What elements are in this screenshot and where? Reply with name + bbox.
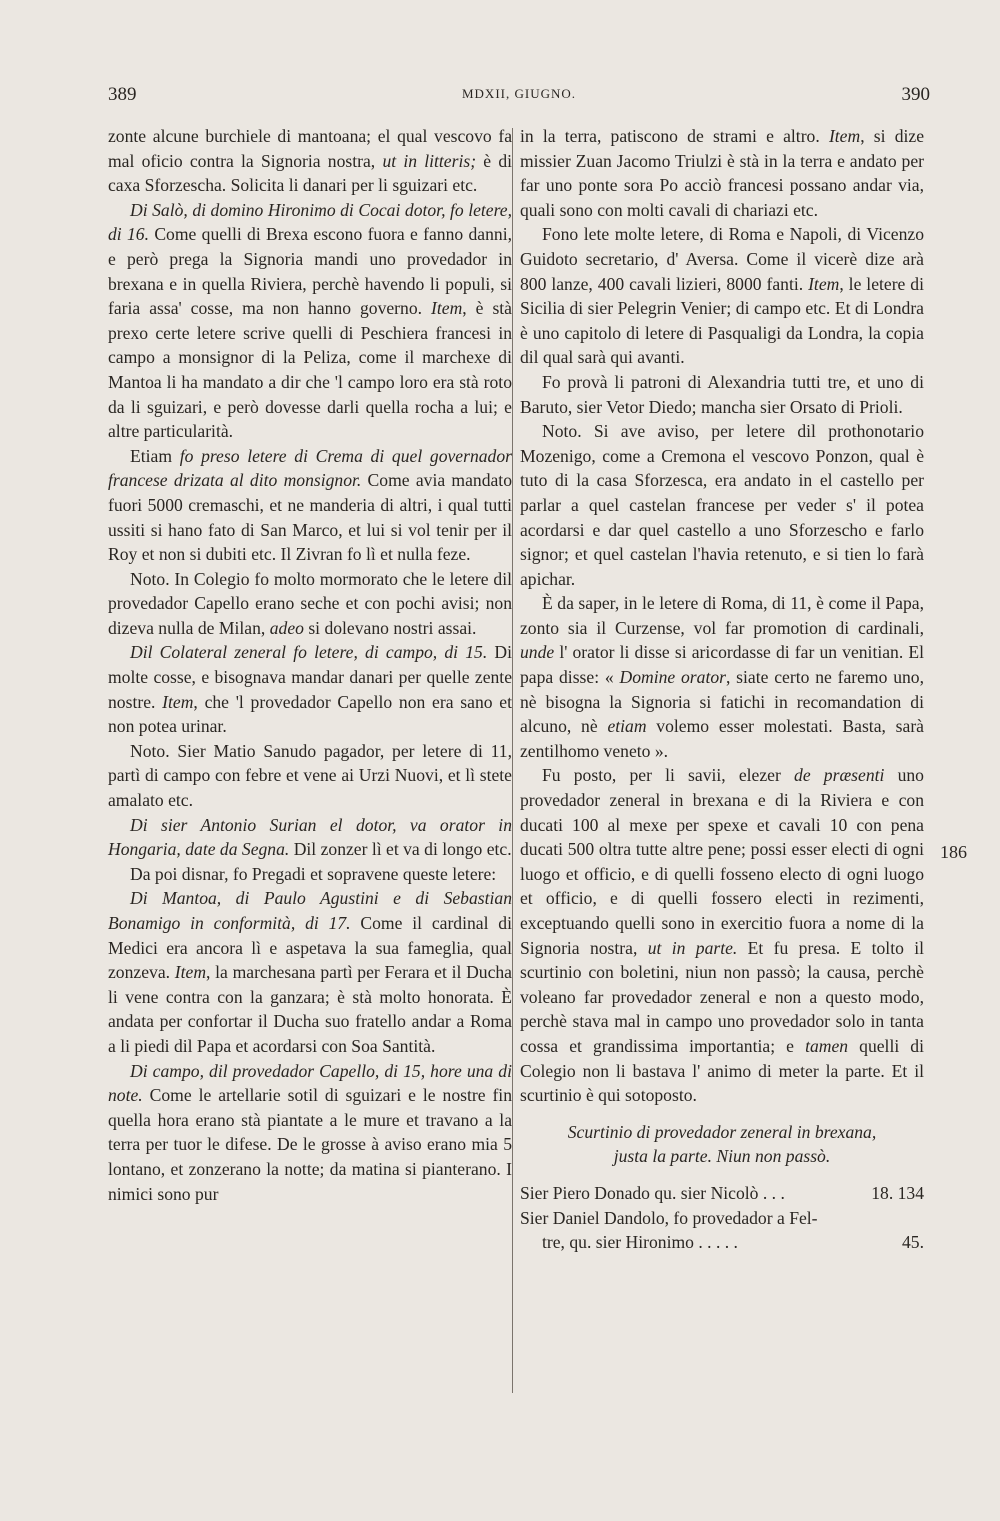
italic-run: Domine orator bbox=[619, 667, 726, 688]
paragraph bbox=[520, 591, 924, 763]
paragraph bbox=[108, 640, 512, 738]
text-run: Fono lete molte letere, di Roma e Napoli, di Vicenzo Guidoto secretario, d' Aversa. Come il vicerè dize arà 800 lanze, 400 cavali lizieri, 8000 fanti. bbox=[520, 224, 924, 294]
right-column bbox=[520, 124, 924, 1255]
italic-run: Item bbox=[431, 298, 463, 319]
paragraph bbox=[108, 567, 512, 641]
right-column-text bbox=[520, 124, 924, 1108]
text-run: è di caxa Sforzescha. Solicita li danari per li sguizari etc. bbox=[108, 150, 513, 196]
text-run: Come il cardinal di Medici era ancora lì e aspetava la sua fameglia, qual zonzeva. bbox=[108, 913, 512, 983]
italic-run: etiam bbox=[607, 716, 647, 737]
scrutiny-heading-line2: justa la parte. Niun non passò. bbox=[613, 1146, 831, 1167]
running-title: MDXII, GIUGNO. bbox=[461, 86, 576, 101]
text-run: si dolevano nostri assai. bbox=[303, 617, 477, 638]
column-divider bbox=[512, 128, 513, 1393]
text-run: quelli di Colegio non li bastava l' animo di meter la parte. Et il scurtinio è qui sotoposto. bbox=[520, 1035, 924, 1106]
running-head bbox=[108, 84, 930, 114]
candidate-votes: 45. bbox=[902, 1232, 924, 1253]
scrutiny-entry bbox=[520, 1181, 924, 1206]
paragraph bbox=[520, 124, 924, 222]
text-run: , le letere di Sicilia di sier Pelegrin Venier; di campo etc. Et di Londra è uno capitolo di letere di Pasqualigi da Londra, la copia dil qual sarà qui avanti. bbox=[520, 273, 924, 368]
text-run: Come le artellarie sotil di sguizari e le nostre fin quella hora erano stà piantate a le mure et travano a la terra per tuor le difese. De le grosse à aviso erano mia 5 lontano, et zonzerano la notte; da matina si pianterano. I nimici sono pur bbox=[108, 1085, 512, 1204]
italic-run: fo preso letere di Crema di quel governador francese drizata al dito monsignor. bbox=[108, 445, 512, 491]
text-run: Da poi disnar, fo Pregadi et sopravene queste letere: bbox=[130, 863, 497, 884]
text-run: Fu posto, per li savii, elezer bbox=[542, 765, 795, 786]
text-run: Et fu presa. E tolto il scurtinio con boletini, niun non passò; la causa, perchè voleano far provedador zeneral e non a questo modo, perchè stava mal in campo uno provedador solo in tanta cossa et grandissima importantia; e bbox=[520, 937, 925, 1056]
scrutiny-heading-line1: Scurtinio di provedador zeneral in brexana, bbox=[567, 1121, 877, 1142]
text-run: l' orator li disse si aricordasse di far un venitian. El papa disse: « bbox=[520, 642, 924, 688]
text-run: zonte alcune burchiele di mantoana; el qual vescovo fa mal oficio contra la Signoria nostra, bbox=[108, 126, 512, 171]
paragraph bbox=[108, 1059, 512, 1207]
left-column bbox=[108, 124, 512, 1206]
italic-run: ut in parte. bbox=[647, 937, 738, 958]
text-run: Fo provà li patroni di Alexandria tutti tre, et uno di Baruto, sier Vetor Diedo; mancha sier Orsato di Prioli. bbox=[520, 371, 924, 417]
text-run: Di molte cosse, e bisognava mandar danari per quelle zente nostre. bbox=[108, 642, 512, 712]
scrutiny-entry bbox=[520, 1206, 924, 1255]
paragraph bbox=[108, 444, 512, 567]
paragraph bbox=[520, 222, 924, 370]
italic-run: Di sier Antonio Surian el dotor, va orator in Hongaria, date da Segna. bbox=[108, 814, 512, 860]
text-run: in la terra, patiscono de strami e altro. bbox=[520, 126, 829, 146]
italic-run: Item bbox=[162, 691, 194, 712]
page-number-right: 390 bbox=[901, 84, 930, 105]
italic-run: Item bbox=[808, 273, 840, 294]
text-run: Noto. In Colegio fo molto mormorato che le letere dil provedador Capello erano seche et con pochi avisi; non dizeva nulla de Milan, bbox=[108, 568, 512, 638]
marginal-number: 186 bbox=[940, 842, 967, 862]
text-run: È da saper, in le letere di Roma, di 11, è come il Papa, zonto sia il Curzense, vol far promotion di cardinali, bbox=[520, 593, 924, 638]
paragraph bbox=[108, 862, 512, 887]
candidate-name-continued bbox=[520, 1230, 924, 1255]
paragraph bbox=[108, 124, 512, 198]
italic-run: Di campo, dil provedador Capello, di 15, hore una di note. bbox=[108, 1060, 512, 1106]
italic-run: Item bbox=[828, 126, 861, 146]
text-run: Noto. Si ave aviso, per letere dil prothonotario Mozenigo, come a Cremona el vescovo Ponzon, qual è tuto di la casa Sforzesca, era andato in el castello per parlar a quel castelan francese per veder s' il potea acordarsi e dar quel castello a uno Sforzescho e farlo signor; et quel castelan l'havia retenuto, e si tien lo farà apichar. bbox=[520, 421, 924, 589]
scrutiny-heading bbox=[520, 1120, 924, 1169]
italic-run: de præsenti bbox=[794, 765, 885, 786]
text-run: , la marchesana partì per Ferara et il Ducha li vene contra con la ganzara; è stà molto honorata. È andata per confortar il Ducha suo fratello andar a Roma a li piedi dil Papa et acordarsi con Soa Santità. bbox=[108, 962, 512, 1056]
text-run: volemo esser molestati. Basta, sarà zentilhomo veneto ». bbox=[520, 716, 924, 761]
italic-run: ut in litteris; bbox=[382, 150, 477, 171]
paragraph bbox=[108, 739, 512, 813]
text-run: , siate certo ne faremo uno, nè bisogna la Signoria si fatichi in recomandation di alcuno, nè bbox=[520, 667, 925, 737]
text-run: Dil zonzer lì et va di longo etc. bbox=[289, 839, 512, 860]
candidate-name: Sier Daniel Dandolo, fo provedador a Fel- bbox=[520, 1207, 818, 1228]
candidate-name-tail: tre, qu. sier Hironimo . . . . . bbox=[542, 1232, 738, 1253]
candidate-name: Sier Piero Donado qu. sier Nicolò . . . bbox=[520, 1182, 785, 1203]
page-number-left: 389 bbox=[108, 84, 137, 105]
paragraph bbox=[520, 419, 924, 591]
italic-run: Di Mantoa, di Paulo Agustini e di Sebastian Bonamigo in conformità, di 17. bbox=[108, 888, 512, 933]
text-run: Come quelli di Brexa escono fuora e fanno danni, e però prega la Signoria mandi uno provedador in brexana e in quella Riviera, perchè havendo li populi, si faria assa' cosse, ma non hanno governo. bbox=[108, 224, 512, 319]
paragraph bbox=[520, 370, 924, 419]
italic-run: Dil Colateral zeneral fo letere, di campo, di 15. bbox=[130, 642, 488, 663]
italic-run: adeo bbox=[269, 617, 304, 638]
text-run: , si dize missier Zuan Jacomo Triulzi è stà in la terra e andato per far uno ponte sora Po acciò francesi possano andar via, quali sono con molti cavali di chariazi etc. bbox=[520, 126, 925, 220]
paragraph bbox=[520, 763, 924, 1107]
italic-run: tamen bbox=[805, 1035, 849, 1056]
paragraph bbox=[108, 886, 512, 1058]
italic-run: Item bbox=[174, 962, 207, 983]
paragraph bbox=[108, 198, 512, 444]
candidate-votes: 18. 134 bbox=[871, 1182, 924, 1203]
text-run: uno provedador zeneral in brexana e di la Riviera e con ducati 100 al mexe per spexe et cavali 10 con pena ducati 500 oltra tutte altre pene; possi esser electi di ogni luogo et officio, e di quelli fosseno electo di ogni luogo et officio, e di quelli fossero electi in rezimenti, exceptuando quelli sono in exercitio fuora a nome di la Signoria nostra, bbox=[520, 765, 924, 958]
italic-run: unde bbox=[520, 642, 555, 663]
italic-run: Di Salò, di domino Hironimo di Cocai dotor, fo letere, di 16. bbox=[108, 199, 512, 245]
text-run: , è stà prexo certe letere scrive quelli di Peschiera francesi in campo a monsignor di la Peliza, come il marchexe di Mantoa li ha mandato a dir che 'l campo loro era stà roto da li sguizari, e però dovesse darli quella rocha a lui; e altre particularità. bbox=[108, 298, 512, 442]
text-run: Noto. Sier Matio Sanudo pagador, per letere di 11, partì di campo con febre et vene ai Urzi Nuovi, et lì stete amalato etc. bbox=[108, 740, 512, 811]
paragraph bbox=[108, 813, 512, 862]
text-run: Come avia mandato fuori 5000 cremaschi, et ne manderia di altri, i qual tutti ussiti si hano fato di San Marco, et lui si vol tenir per il Roy et non si dubiti etc. Il Zivran fo lì et nulla feze. bbox=[108, 470, 512, 565]
text-run: Etiam bbox=[130, 445, 180, 466]
text-run: , che 'l provedador Capello non era sano et non potea urinar. bbox=[108, 691, 512, 737]
